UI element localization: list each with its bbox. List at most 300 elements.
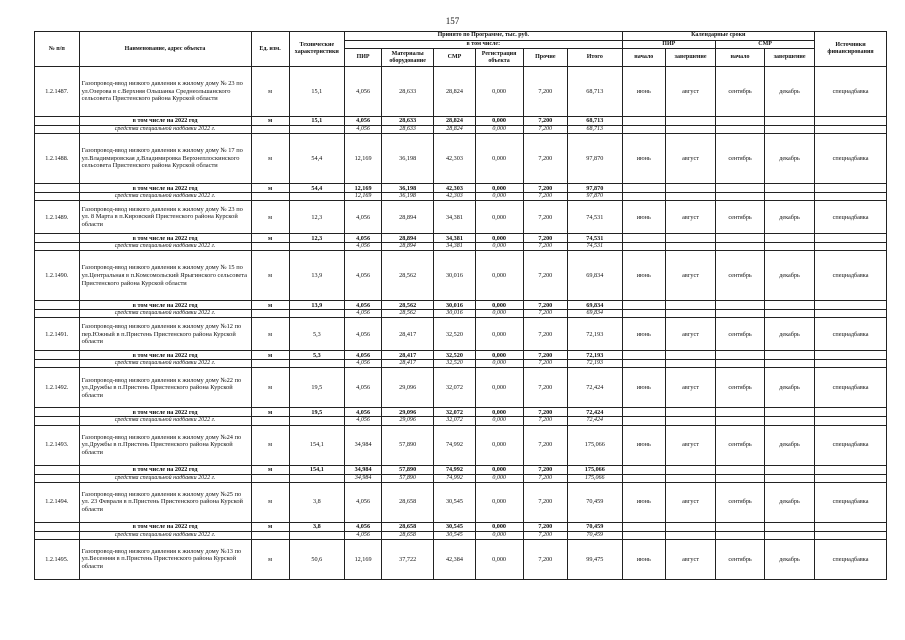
registration-cell: 0,000 (475, 243, 523, 251)
smr-cell: 30,016 (434, 251, 475, 301)
pir-cell: 4,056 (345, 67, 382, 117)
source-cell: спецнадбавка (815, 201, 887, 234)
source-cell: спецнадбавка (815, 318, 887, 351)
registration-cell: 0,000 (475, 351, 523, 360)
materials-cell: 28,658 (382, 531, 434, 539)
total-cell: 70,459 (568, 522, 622, 531)
empty-cell (35, 301, 80, 310)
empty-cell (815, 360, 887, 368)
header-other: Прочие (523, 49, 568, 67)
empty-cell (666, 117, 716, 126)
object-name: Газопровод-ввод низкого давления к жилому дому №22 по ул.Дружбы в п.Пристень Пристенского района Курской области (79, 368, 251, 408)
pir-cell: 4,056 (345, 201, 382, 234)
pir-cell: 4,056 (345, 417, 382, 425)
pir-end-cell: август (666, 67, 716, 117)
source-cell: спецнадбавка (815, 368, 887, 408)
empty-cell (666, 184, 716, 193)
special-2022-label: средства специальной надбавки 2022 г. (79, 310, 251, 318)
materials-cell: 36,198 (382, 184, 434, 193)
tech-cell: 13,9 (289, 301, 344, 310)
materials-cell: 57,890 (382, 474, 434, 482)
empty-cell (35, 193, 80, 201)
empty-cell (716, 301, 765, 310)
smr-end-cell: декабрь (765, 134, 815, 184)
special-2022-row (35, 193, 887, 201)
unit-cell: м (251, 301, 289, 310)
materials-cell: 57,890 (382, 425, 434, 465)
empty-cell (666, 234, 716, 243)
empty-cell (716, 522, 765, 531)
total-2022-label: в том числе на 2022 год (79, 234, 251, 243)
materials-cell: 36,198 (382, 134, 434, 184)
table-row (35, 251, 887, 301)
registration-cell: 0,000 (475, 417, 523, 425)
smr-cell: 30,545 (434, 522, 475, 531)
pir-cell: 4,056 (345, 408, 382, 417)
total-2022-label: в том числе на 2022 год (79, 522, 251, 531)
smr-cell: 32,520 (434, 360, 475, 368)
smr-end-cell: декабрь (765, 67, 815, 117)
empty-cell (716, 360, 765, 368)
smr-cell: 32,520 (434, 351, 475, 360)
other-cell: 7,200 (523, 539, 568, 579)
total-2022-label: в том числе на 2022 год (79, 117, 251, 126)
total-cell: 175,066 (568, 474, 622, 482)
smr-cell: 42,303 (434, 184, 475, 193)
empty-cell (35, 126, 80, 134)
unit-cell: м (251, 351, 289, 360)
header-cal-smr: СМР (716, 41, 815, 49)
unit-cell: м (251, 117, 289, 126)
smr-cell: 32,520 (434, 318, 475, 351)
total-cell: 97,870 (568, 193, 622, 201)
empty-cell (289, 193, 344, 201)
other-cell: 7,200 (523, 243, 568, 251)
other-cell: 7,200 (523, 408, 568, 417)
empty-cell (765, 310, 815, 318)
empty-cell (35, 522, 80, 531)
table-row (35, 201, 887, 234)
registration-cell: 0,000 (475, 474, 523, 482)
other-cell: 7,200 (523, 193, 568, 201)
registration-cell: 0,000 (475, 539, 523, 579)
empty-cell (716, 465, 765, 474)
unit-cell: м (251, 408, 289, 417)
pir-start-cell: июнь (622, 482, 666, 522)
total-2022-label: в том числе на 2022 год (79, 408, 251, 417)
empty-cell (815, 522, 887, 531)
empty-cell (765, 117, 815, 126)
total-cell: 72,424 (568, 368, 622, 408)
object-name: Газопровод-ввод низкого давления к жилому дому № 23 по ул. 8 Марта в п.Кировский Пристенского района Курской области (79, 201, 251, 234)
row-number: 1.2.1490. (35, 251, 80, 301)
empty-cell (622, 465, 666, 474)
registration-cell: 0,000 (475, 234, 523, 243)
registration-cell: 0,000 (475, 425, 523, 465)
pir-cell: 4,056 (345, 310, 382, 318)
smr-start-cell: сентябрь (716, 318, 765, 351)
smr-end-cell: декабрь (765, 482, 815, 522)
other-cell: 7,200 (523, 234, 568, 243)
pir-start-cell: июнь (622, 318, 666, 351)
smr-cell: 30,016 (434, 310, 475, 318)
table-row (35, 318, 887, 351)
header-calendar: Календарные сроки (622, 32, 815, 41)
empty-cell (622, 184, 666, 193)
empty-cell (815, 117, 887, 126)
materials-cell: 28,417 (382, 318, 434, 351)
smr-cell: 34,381 (434, 234, 475, 243)
other-cell: 7,200 (523, 310, 568, 318)
pir-cell: 4,056 (345, 243, 382, 251)
smr-cell: 34,381 (434, 243, 475, 251)
empty-cell (251, 531, 289, 539)
empty-cell (622, 117, 666, 126)
pir-cell: 4,056 (345, 318, 382, 351)
tech-cell: 154,1 (289, 425, 344, 465)
unit-cell: м (251, 425, 289, 465)
tech-cell: 12,3 (289, 234, 344, 243)
header-start-smr: начало (716, 49, 765, 67)
object-name: Газопровод-ввод низкого давления к жилому дому №24 по ул.Дружбы в п.Пристень Пристенского района Курской области (79, 425, 251, 465)
registration-cell: 0,000 (475, 184, 523, 193)
pir-cell: 34,984 (345, 425, 382, 465)
total-2022-row (35, 301, 887, 310)
pir-cell: 4,056 (345, 368, 382, 408)
pir-cell: 4,056 (345, 531, 382, 539)
pir-cell: 12,169 (345, 134, 382, 184)
unit-cell: м (251, 482, 289, 522)
empty-cell (666, 126, 716, 134)
tech-cell: 3,8 (289, 482, 344, 522)
empty-cell (666, 522, 716, 531)
empty-cell (666, 531, 716, 539)
empty-cell (815, 301, 887, 310)
registration-cell: 0,000 (475, 134, 523, 184)
empty-cell (666, 474, 716, 482)
empty-cell (35, 417, 80, 425)
other-cell: 7,200 (523, 351, 568, 360)
empty-cell (765, 417, 815, 425)
other-cell: 7,200 (523, 251, 568, 301)
source-cell: спецнадбавка (815, 539, 887, 579)
pir-cell: 4,056 (345, 351, 382, 360)
registration-cell: 0,000 (475, 126, 523, 134)
empty-cell (251, 417, 289, 425)
smr-start-cell: сентябрь (716, 201, 765, 234)
empty-cell (251, 360, 289, 368)
pir-cell: 4,056 (345, 126, 382, 134)
smr-end-cell: декабрь (765, 318, 815, 351)
empty-cell (815, 310, 887, 318)
empty-cell (251, 474, 289, 482)
header-including: в том числе: (345, 41, 622, 49)
empty-cell (716, 193, 765, 201)
total-cell: 97,870 (568, 134, 622, 184)
empty-cell (716, 310, 765, 318)
registration-cell: 0,000 (475, 193, 523, 201)
smr-cell: 42,303 (434, 193, 475, 201)
smr-cell: 30,545 (434, 531, 475, 539)
row-number: 1.2.1492. (35, 368, 80, 408)
special-2022-row (35, 243, 887, 251)
smr-start-cell: сентябрь (716, 251, 765, 301)
materials-cell: 28,894 (382, 201, 434, 234)
pir-end-cell: август (666, 134, 716, 184)
row-number: 1.2.1488. (35, 134, 80, 184)
empty-cell (622, 522, 666, 531)
empty-cell (35, 310, 80, 318)
object-name: Газопровод-ввод низкого давления к жилому дому № 15 по ул.Центральная в п.Комсомольский Ярыгинского сельсовета Пристенского района Курской области (79, 251, 251, 301)
materials-cell: 28,658 (382, 482, 434, 522)
total-cell: 72,424 (568, 408, 622, 417)
total-cell: 72,193 (568, 351, 622, 360)
total-cell: 72,193 (568, 360, 622, 368)
total-2022-row (35, 117, 887, 126)
other-cell: 7,200 (523, 465, 568, 474)
registration-cell: 0,000 (475, 310, 523, 318)
registration-cell: 0,000 (475, 408, 523, 417)
empty-cell (289, 126, 344, 134)
source-cell: спецнадбавка (815, 134, 887, 184)
pir-cell: 12,169 (345, 193, 382, 201)
empty-cell (666, 193, 716, 201)
materials-cell: 29,096 (382, 417, 434, 425)
pir-cell: 4,056 (345, 522, 382, 531)
header-accepted: Принято по Программе, тыс. руб. (345, 32, 622, 41)
registration-cell: 0,000 (475, 465, 523, 474)
total-cell: 175,066 (568, 465, 622, 474)
empty-cell (35, 408, 80, 417)
other-cell: 7,200 (523, 126, 568, 134)
materials-cell: 28,562 (382, 251, 434, 301)
tech-cell: 5,3 (289, 318, 344, 351)
smr-cell: 28,824 (434, 67, 475, 117)
header-end-pir: завершение (666, 49, 716, 67)
total-cell: 97,870 (568, 184, 622, 193)
empty-cell (765, 522, 815, 531)
header-name: Наименование, адрес объекта (79, 32, 251, 67)
smr-cell: 74,992 (434, 465, 475, 474)
smr-cell: 32,072 (434, 417, 475, 425)
row-number: 1.2.1493. (35, 425, 80, 465)
empty-cell (622, 126, 666, 134)
total-cell: 69,834 (568, 301, 622, 310)
empty-cell (716, 126, 765, 134)
empty-cell (622, 243, 666, 251)
total-cell: 68,713 (568, 117, 622, 126)
other-cell: 7,200 (523, 425, 568, 465)
special-2022-label: средства специальной надбавки 2022 г. (79, 531, 251, 539)
source-cell: спецнадбавка (815, 251, 887, 301)
materials-cell: 28,894 (382, 243, 434, 251)
total-2022-row (35, 465, 887, 474)
other-cell: 7,200 (523, 134, 568, 184)
empty-cell (35, 360, 80, 368)
tech-cell: 5,3 (289, 351, 344, 360)
empty-cell (251, 310, 289, 318)
total-cell: 72,193 (568, 318, 622, 351)
row-number: 1.2.1491. (35, 318, 80, 351)
total-2022-row (35, 351, 887, 360)
total-2022-row (35, 522, 887, 531)
unit-cell: м (251, 201, 289, 234)
registration-cell: 0,000 (475, 301, 523, 310)
empty-cell (622, 351, 666, 360)
empty-cell (622, 408, 666, 417)
smr-cell: 30,016 (434, 301, 475, 310)
empty-cell (716, 351, 765, 360)
header-total: Итого (568, 49, 622, 67)
smr-end-cell: декабрь (765, 368, 815, 408)
materials-cell: 28,633 (382, 126, 434, 134)
smr-cell: 28,824 (434, 117, 475, 126)
program-table (34, 31, 887, 580)
registration-cell: 0,000 (475, 201, 523, 234)
unit-cell: м (251, 234, 289, 243)
materials-cell: 37,722 (382, 539, 434, 579)
table-row (35, 539, 887, 579)
empty-cell (815, 417, 887, 425)
total-cell: 69,834 (568, 251, 622, 301)
empty-cell (716, 531, 765, 539)
empty-cell (765, 193, 815, 201)
pir-cell: 4,056 (345, 251, 382, 301)
unit-cell: м (251, 522, 289, 531)
smr-cell: 74,992 (434, 425, 475, 465)
smr-start-cell: сентябрь (716, 134, 765, 184)
tech-cell: 15,1 (289, 67, 344, 117)
smr-cell: 42,303 (434, 134, 475, 184)
empty-cell (666, 351, 716, 360)
total-2022-row (35, 184, 887, 193)
empty-cell (815, 465, 887, 474)
special-2022-row (35, 360, 887, 368)
empty-cell (35, 243, 80, 251)
total-2022-row (35, 234, 887, 243)
registration-cell: 0,000 (475, 251, 523, 301)
header-end-smr: завершение (765, 49, 815, 67)
other-cell: 7,200 (523, 482, 568, 522)
special-2022-row (35, 474, 887, 482)
total-cell: 99,475 (568, 539, 622, 579)
registration-cell: 0,000 (475, 67, 523, 117)
empty-cell (666, 408, 716, 417)
smr-end-cell: декабрь (765, 425, 815, 465)
total-2022-label: в том числе на 2022 год (79, 351, 251, 360)
empty-cell (666, 360, 716, 368)
unit-cell: м (251, 368, 289, 408)
pir-start-cell: июнь (622, 67, 666, 117)
pir-cell: 34,984 (345, 474, 382, 482)
pir-start-cell: июнь (622, 251, 666, 301)
empty-cell (289, 243, 344, 251)
tech-cell: 12,3 (289, 201, 344, 234)
materials-cell: 28,633 (382, 117, 434, 126)
empty-cell (815, 531, 887, 539)
pir-cell: 12,169 (345, 539, 382, 579)
header-num: № п/п (35, 32, 80, 67)
empty-cell (815, 193, 887, 201)
special-2022-row (35, 126, 887, 134)
empty-cell (289, 474, 344, 482)
table-row (35, 134, 887, 184)
other-cell: 7,200 (523, 201, 568, 234)
empty-cell (35, 531, 80, 539)
empty-cell (251, 193, 289, 201)
smr-cell: 42,384 (434, 539, 475, 579)
object-name: Газопровод-ввод низкого давления к жилому дому №25 по ул. 23 Февраля в п.Пристень Пристенского района Курской области (79, 482, 251, 522)
object-name: Газопровод-ввод низкого давления к жилому дому №13 по ул.Весенняя в п.Пристень Пристенского района Курской области (79, 539, 251, 579)
registration-cell: 0,000 (475, 482, 523, 522)
empty-cell (622, 310, 666, 318)
other-cell: 7,200 (523, 368, 568, 408)
smr-end-cell: декабрь (765, 201, 815, 234)
table-row (35, 425, 887, 465)
tech-cell: 19,5 (289, 368, 344, 408)
unit-cell: м (251, 318, 289, 351)
pir-end-cell: август (666, 368, 716, 408)
empty-cell (35, 184, 80, 193)
unit-cell: м (251, 251, 289, 301)
materials-cell: 57,890 (382, 465, 434, 474)
total-2022-label: в том числе на 2022 год (79, 465, 251, 474)
empty-cell (622, 531, 666, 539)
registration-cell: 0,000 (475, 531, 523, 539)
empty-cell (666, 310, 716, 318)
pir-cell: 4,056 (345, 360, 382, 368)
materials-cell: 28,633 (382, 67, 434, 117)
materials-cell: 28,658 (382, 522, 434, 531)
special-2022-row (35, 310, 887, 318)
unit-cell: м (251, 539, 289, 579)
empty-cell (716, 408, 765, 417)
empty-cell (815, 351, 887, 360)
other-cell: 7,200 (523, 417, 568, 425)
source-cell: спецнадбавка (815, 482, 887, 522)
other-cell: 7,200 (523, 360, 568, 368)
table-row (35, 482, 887, 522)
smr-start-cell: сентябрь (716, 67, 765, 117)
source-cell: спецнадбавка (815, 425, 887, 465)
tech-cell: 15,1 (289, 117, 344, 126)
pir-end-cell: август (666, 318, 716, 351)
header-source: Источники финансирования (815, 32, 887, 67)
pir-end-cell: август (666, 482, 716, 522)
pir-end-cell: август (666, 201, 716, 234)
header-tech: Технические характеристики (289, 32, 344, 67)
pir-end-cell: август (666, 425, 716, 465)
empty-cell (289, 360, 344, 368)
row-number: 1.2.1495. (35, 539, 80, 579)
row-number: 1.2.1494. (35, 482, 80, 522)
smr-cell: 32,072 (434, 368, 475, 408)
table-row (35, 67, 887, 117)
empty-cell (815, 474, 887, 482)
empty-cell (622, 474, 666, 482)
tech-cell: 154,1 (289, 465, 344, 474)
empty-cell (622, 234, 666, 243)
special-2022-row (35, 531, 887, 539)
registration-cell: 0,000 (475, 360, 523, 368)
empty-cell (35, 351, 80, 360)
registration-cell: 0,000 (475, 318, 523, 351)
other-cell: 7,200 (523, 318, 568, 351)
object-name: Газопровод-ввод низкого давления к жилому дому №12 по пер.Южный в п.Пристень Пристенского района Курской области (79, 318, 251, 351)
empty-cell (815, 184, 887, 193)
smr-cell: 34,381 (434, 201, 475, 234)
pir-start-cell: июнь (622, 368, 666, 408)
